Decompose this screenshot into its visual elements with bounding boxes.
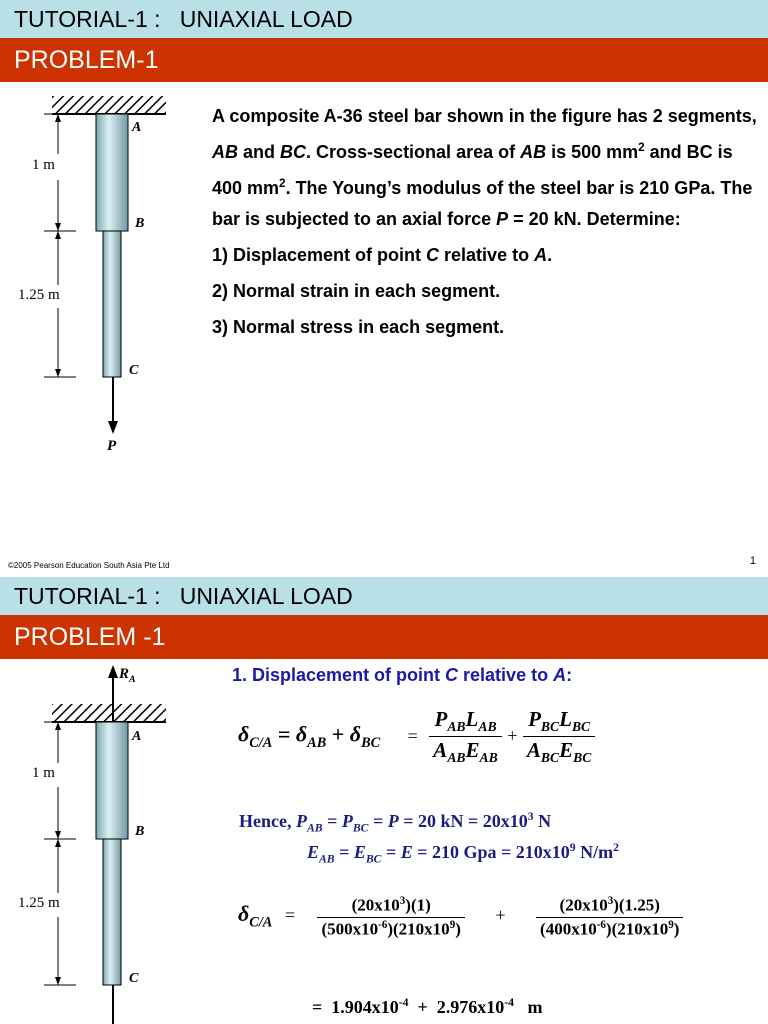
fixed-support — [52, 96, 166, 114]
length-ab: 1 m — [32, 765, 55, 781]
problem-statement — [212, 101, 762, 347]
page-number: 1 — [749, 555, 756, 567]
bar-figure — [0, 82, 200, 472]
label-ra: $R_A$ — [119, 666, 136, 685]
label-b: B — [135, 216, 145, 231]
displacement-formula: $\delta_{C/A} = \delta_{AB} + \delta_{BC}$ = $\frac{P_{AB}L_{AB}}{A_{AB}E_{AB}}$ + $\frac{P_{BC}L_{BC}}{A_{BC}E_{BC}}$ — [238, 707, 595, 766]
label-a: A — [132, 729, 142, 744]
segment-bc — [103, 231, 121, 377]
label-b: B — [135, 824, 145, 839]
substituted-formula: $\delta_{C/A}$ = $\frac{(20x10^3)(1)}{(500x10^{-6})(210x10^9)}$ + $\frac{(20x10^3)(1.25)}{(400x10^{-6})(210x10^9)}$ — [238, 895, 683, 939]
length-ab: 1 m — [32, 157, 55, 173]
fixed-support — [52, 704, 166, 722]
slide-2 — [0, 577, 768, 1024]
slide-header: TUTORIAL-1 : UNIAXIAL LOAD — [0, 577, 768, 615]
task-3: 3) Normal stress in each segment. — [212, 317, 505, 337]
given-values-load: Hence, $P_{AB} = P_{BC} = P = 20$ kN = $20x10^3$ N — [239, 810, 552, 835]
problem-title: PROBLEM -1 — [0, 615, 768, 659]
task-1: 1) Displacement of point C relative to A. — [212, 245, 553, 265]
given-values-modulus: $E_{AB} = E_{BC} = E = 210$ Gpa = $210x10^9$ $N/m^2$ — [307, 841, 619, 866]
problem-description: A composite A-36 steel bar shown in the figure has 2 segments, AB and BC. Cross-sectional area of AB is 500 $mm^2$ and BC is 400 $mm^2$. The Young’s modulus of the steel bar is 210 GPa. The bar is subjected to an axial force P = 20 kN. Determine: — [212, 106, 757, 229]
segment-ab — [96, 722, 128, 839]
length-bc: 1.25 m — [18, 287, 60, 303]
label-c: C — [129, 363, 139, 378]
copyright: ©2005 Pearson Education South Asia Pte Ltd — [8, 561, 170, 570]
task-2: 2) Normal strain in each segment. — [212, 281, 501, 301]
segment-ab — [96, 114, 128, 231]
slide-header: TUTORIAL-1 : UNIAXIAL LOAD — [0, 0, 768, 38]
bar-figure — [0, 661, 200, 1024]
label-c: C — [129, 971, 139, 986]
segment-bc — [103, 839, 121, 985]
label-a: A — [132, 120, 142, 135]
length-bc: 1.25 m — [18, 895, 60, 911]
solution-heading: 1. Displacement of point C relative to A: — [232, 665, 573, 685]
label-p: P — [107, 438, 117, 454]
numeric-result: = $1.904x10^{-4} + 2.976x10^{-4}$ m — [312, 996, 543, 1017]
problem-title: PROBLEM-1 — [0, 38, 768, 82]
